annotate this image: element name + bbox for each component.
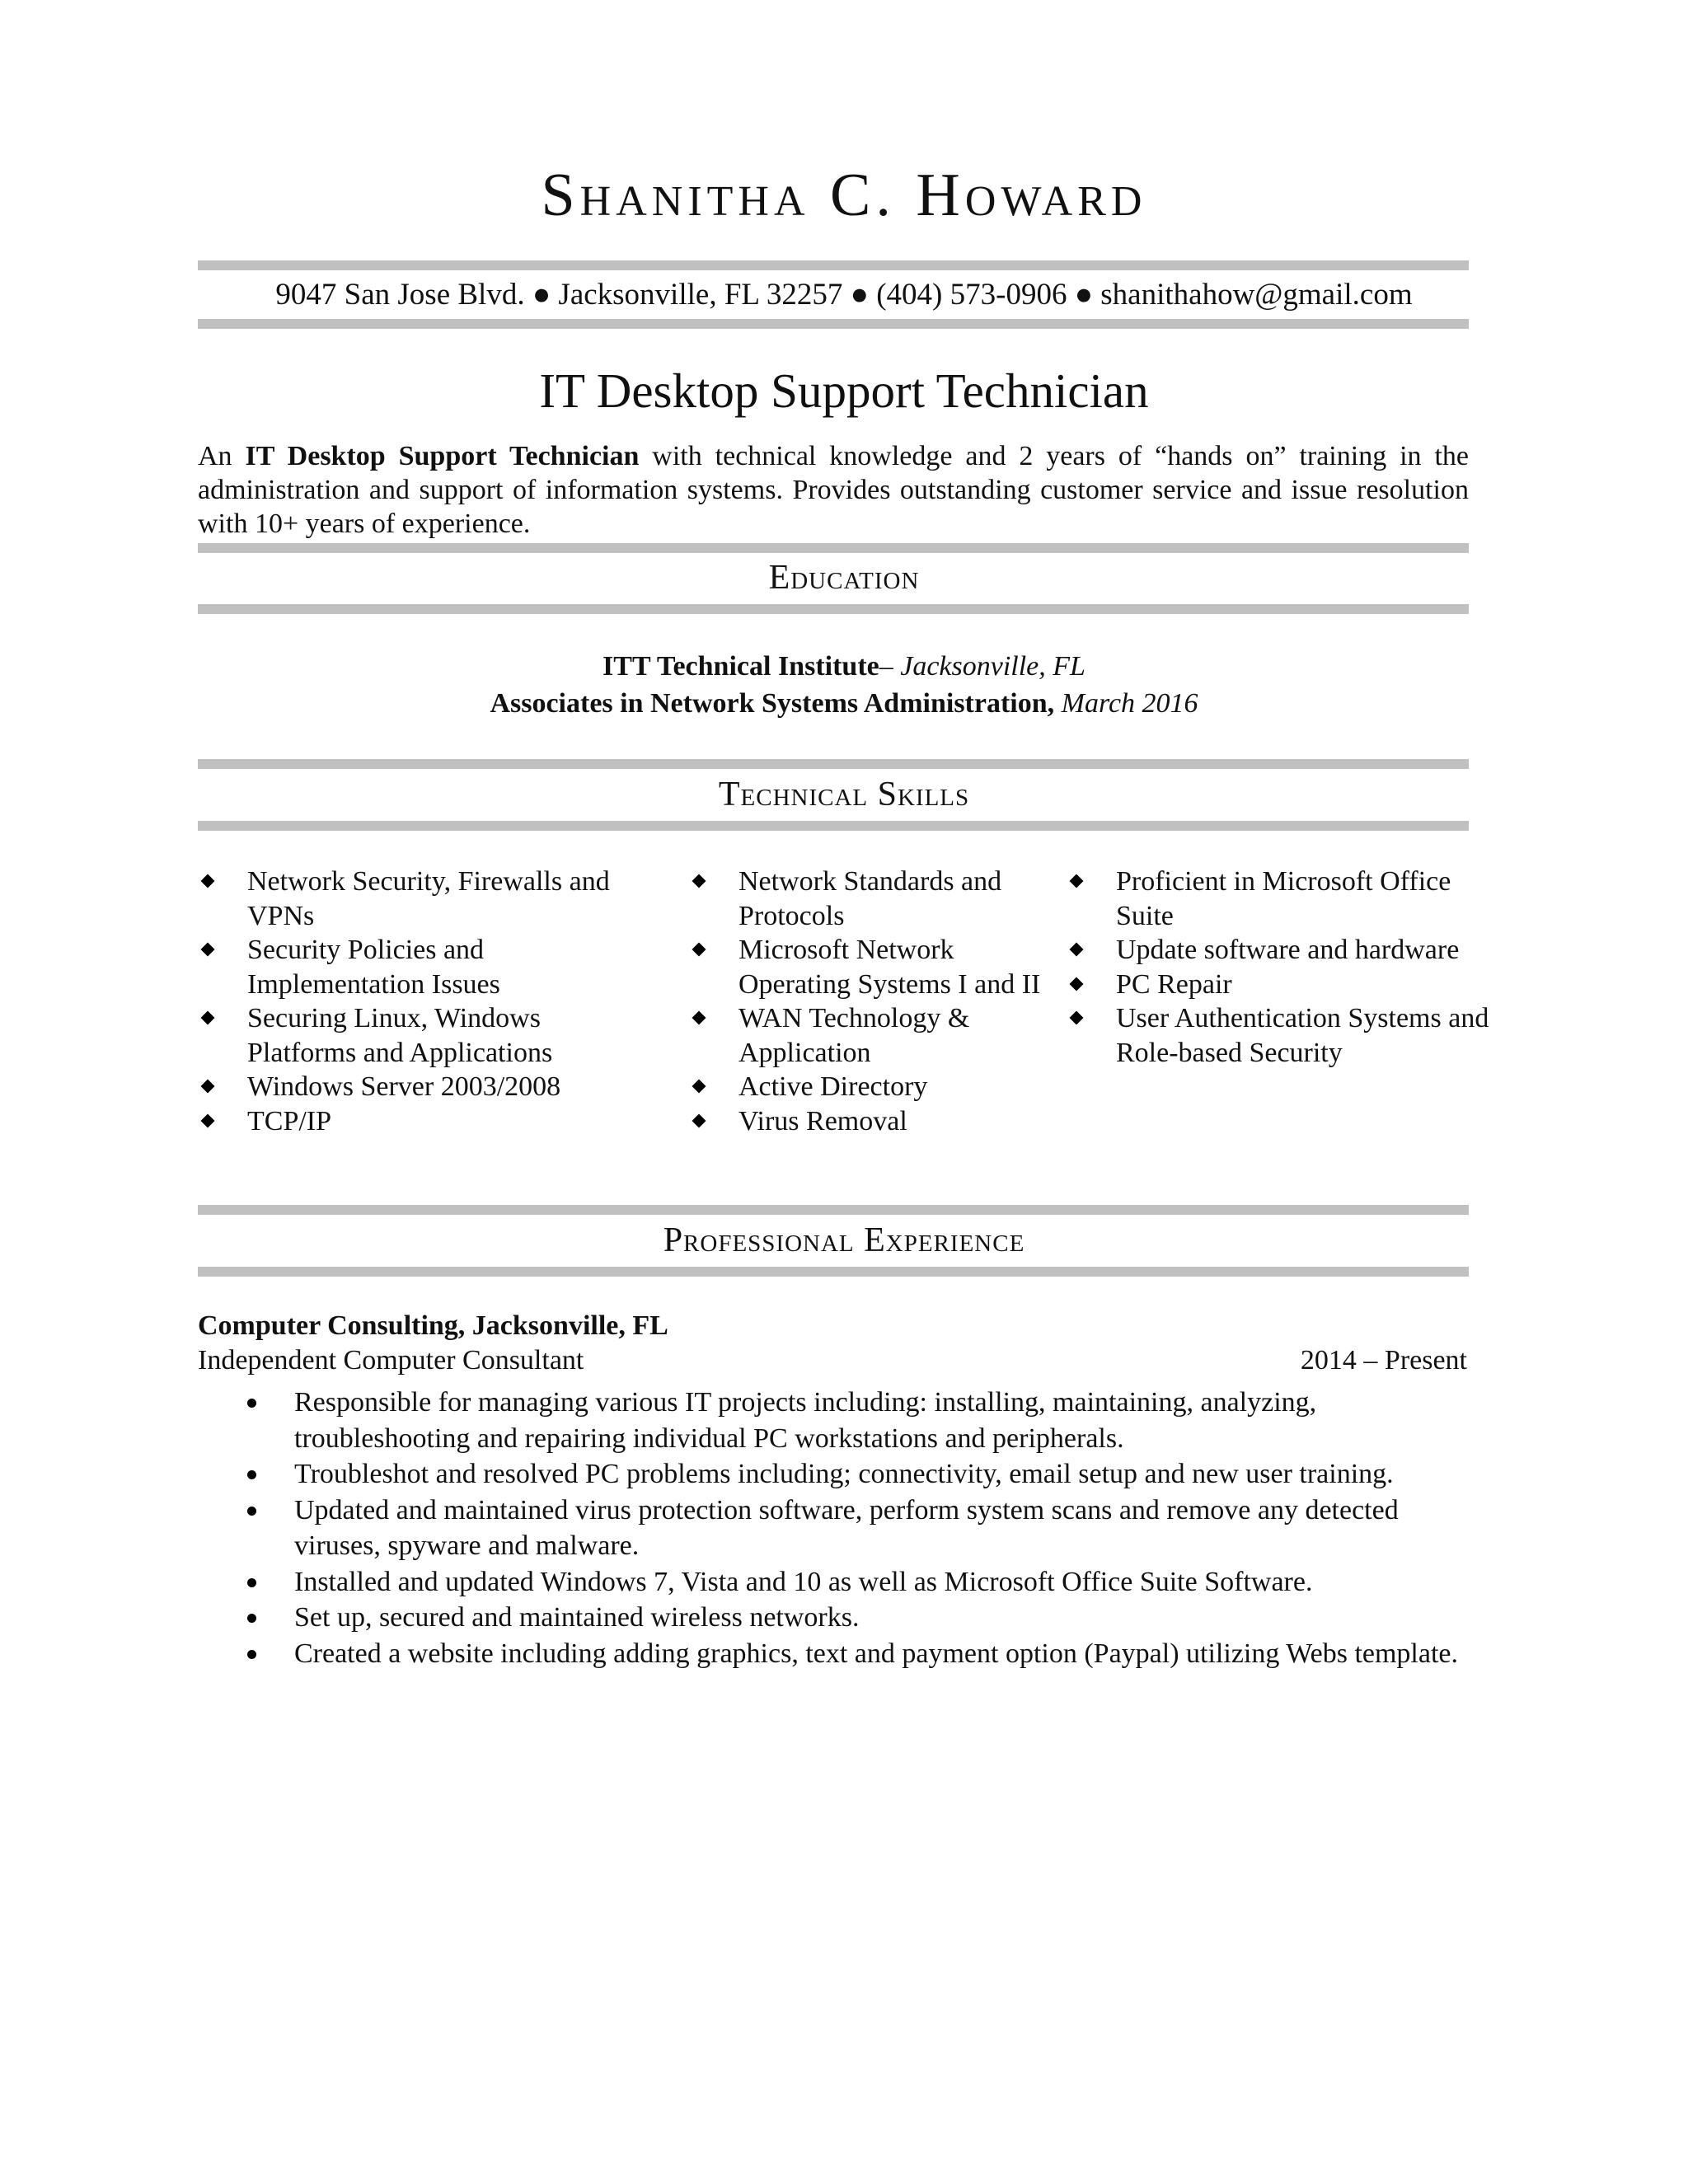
skills-heading: Technical Skills — [718, 776, 970, 813]
experience-bullet — [198, 1636, 1484, 1672]
skill-text: PC Repair — [1116, 968, 1232, 1000]
diamond-bullet-icon — [201, 1080, 215, 1094]
skill-item — [1068, 865, 1497, 933]
skill-item — [691, 1070, 1070, 1104]
skill-text: TCP/IP — [247, 1105, 332, 1137]
skill-text: Windows Server 2003/2008 — [247, 1071, 561, 1102]
job-dates: 2014 – Present — [1300, 1345, 1467, 1376]
skill-text: Update software and hardware — [1116, 935, 1460, 965]
skill-text: Securing Linux, Windows Platforms and Applications — [247, 1003, 553, 1068]
divider — [198, 260, 1469, 270]
experience-bullet — [198, 1493, 1484, 1564]
diamond-bullet-icon — [692, 1080, 706, 1094]
round-bullet-icon — [247, 1578, 256, 1587]
skill-text: WAN Technology & Application — [738, 1003, 970, 1068]
diamond-bullet-icon — [1070, 874, 1084, 888]
experience-bullet-text: Responsible for managing various IT projects including: installing, maintaining, analyzing, troubleshooting and repairing individual PC workstations and peripherals. — [294, 1387, 1317, 1454]
skills-column-1 — [199, 865, 628, 1138]
experience-bullet — [198, 1385, 1484, 1456]
education-degree-line — [0, 688, 1688, 719]
experience-bullet — [198, 1564, 1484, 1601]
degree-name: Associates in Network Systems Administration, — [490, 688, 1055, 719]
company-name: Computer Consulting, Jacksonville, FL — [198, 1310, 668, 1341]
divider — [198, 1205, 1469, 1215]
divider — [198, 1267, 1469, 1277]
skill-item — [199, 1104, 628, 1139]
divider — [198, 543, 1469, 553]
experience-bullet-text: Troubleshot and resolved PC problems including; connectivity, email setup and new user training. — [294, 1459, 1394, 1489]
skill-item — [691, 865, 1070, 933]
contact-line: 9047 San Jose Blvd. ● Jacksonville, FL 32257 ● (404) 573-0906 ● shanithahow@gmail.com — [275, 278, 1413, 312]
skill-item — [1068, 933, 1497, 968]
skill-text: Active Directory — [738, 1071, 928, 1102]
job-role: Independent Computer Consultant — [198, 1345, 584, 1376]
skill-item — [1068, 968, 1497, 1002]
round-bullet-icon — [247, 1650, 256, 1659]
diamond-bullet-icon — [201, 1011, 215, 1025]
school-separator: – — [879, 651, 901, 682]
summary-bold-title: IT Desktop Support Technician — [245, 441, 640, 471]
diamond-bullet-icon — [692, 1011, 706, 1025]
divider — [198, 319, 1469, 329]
skill-text: Proficient in Microsoft Office Suite — [1116, 866, 1451, 931]
diamond-bullet-icon — [1070, 943, 1084, 957]
divider — [198, 759, 1469, 769]
degree-date: March 2016 — [1054, 688, 1198, 719]
skill-text: Network Standards and Protocols — [738, 866, 1002, 931]
round-bullet-icon — [247, 1470, 256, 1479]
divider — [198, 604, 1469, 614]
experience-bullets — [198, 1385, 1484, 1671]
school-location: Jacksonville, FL — [900, 651, 1085, 682]
skill-item — [691, 1001, 1070, 1070]
school-name: ITT Technical Institute — [603, 651, 879, 682]
experience-bullet-text: Installed and updated Windows 7, Vista and 10 as well as Microsoft Office Suite Software. — [294, 1566, 1313, 1597]
skill-item — [199, 1001, 628, 1070]
job-title: IT Desktop Support Technician — [539, 363, 1149, 418]
diamond-bullet-icon — [692, 1113, 706, 1127]
skill-text: Virus Removal — [738, 1105, 907, 1137]
skill-item — [691, 933, 1070, 1001]
diamond-bullet-icon — [1070, 1011, 1084, 1025]
round-bullet-icon — [247, 1399, 256, 1408]
applicant-name: Shanitha C. Howard — [541, 162, 1147, 229]
education-heading: Education — [768, 559, 920, 597]
summary-prefix: An — [198, 441, 246, 471]
skill-text: User Authentication Systems and Role-based Security — [1116, 1003, 1489, 1068]
skill-item — [199, 933, 628, 1001]
diamond-bullet-icon — [692, 943, 706, 957]
skill-item — [1068, 1001, 1497, 1070]
skill-item — [199, 865, 628, 933]
experience-heading: Professional Experience — [663, 1221, 1025, 1259]
skills-column-3 — [1068, 865, 1497, 1070]
diamond-bullet-icon — [201, 1113, 215, 1127]
skill-item — [199, 1070, 628, 1104]
diamond-bullet-icon — [1070, 977, 1084, 991]
round-bullet-icon — [247, 1614, 256, 1623]
skill-item — [691, 1104, 1070, 1139]
skills-column-2 — [691, 865, 1070, 1138]
summary-text: with technical knowledge and 2 years of “hands on” training in the administration and support of information systems. Provides outstanding customer service and issue resolution with 10+ years of experience. — [198, 441, 1469, 539]
skill-text: Network Security, Firewalls and VPNs — [247, 866, 610, 931]
experience-bullet — [198, 1600, 1484, 1636]
experience-bullet-text: Created a website including adding graphics, text and payment option (Paypal) utilizing Webs template. — [294, 1638, 1458, 1669]
diamond-bullet-icon — [201, 874, 215, 888]
skill-text: Microsoft Network Operating Systems I and II — [738, 935, 1041, 1000]
experience-bullet — [198, 1456, 1484, 1493]
skill-text: Security Policies and Implementation Issues — [247, 935, 500, 1000]
experience-bullet-text: Updated and maintained virus protection software, perform system scans and remove any detected viruses, spyware and malware. — [294, 1494, 1399, 1561]
education-school-line — [0, 651, 1688, 682]
diamond-bullet-icon — [692, 874, 706, 888]
summary-paragraph — [198, 439, 1469, 541]
experience-bullet-text: Set up, secured and maintained wireless networks. — [294, 1602, 860, 1633]
diamond-bullet-icon — [201, 943, 215, 957]
divider — [198, 821, 1469, 831]
round-bullet-icon — [247, 1507, 256, 1516]
